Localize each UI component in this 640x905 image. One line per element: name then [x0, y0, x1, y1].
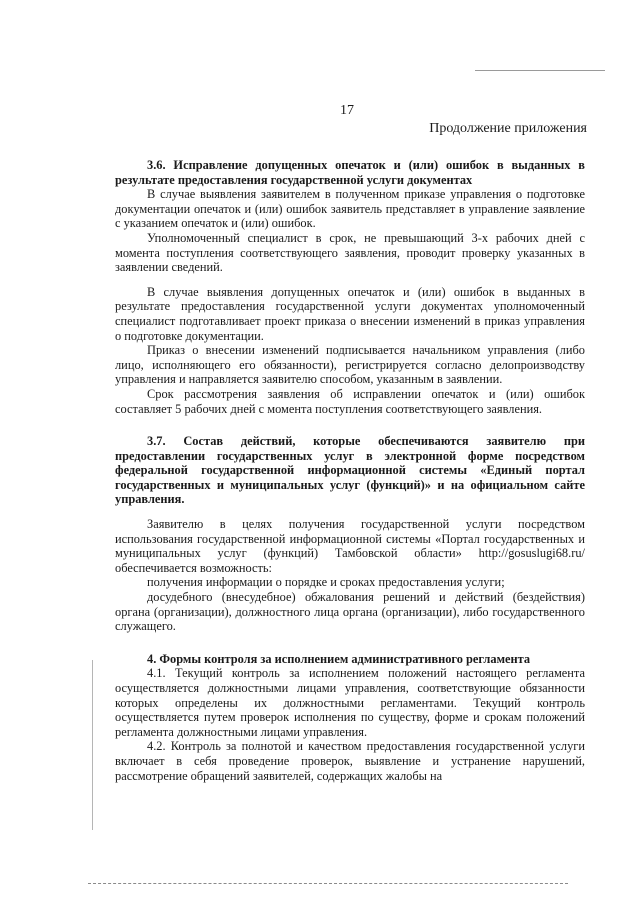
- section-3-7-heading: 3.7. Состав действий, которые обеспечиваются заявителю при предоставлении государственных услуг в электронной форме посредством федеральной государственной информационной системы «Единый портал государственных и муниципальных услуг (функций)» и на официальном сайте управления.: [115, 434, 585, 507]
- scan-edge-top: [475, 70, 605, 71]
- section-4-paragraph: 4.1. Текущий контроль за исполнением положений настоящего регламента осуществляется должностными лицами управления, соответствующие обязанности которых определены их должностными регламентами. Текущий контроль осуществляется путем проверок исполнения по существу, форме и срокам положений регламента должностными лицами управления.: [115, 666, 585, 739]
- document-body: [115, 158, 585, 783]
- section-3-6-heading: 3.6. Исправление допущенных опечаток и (или) ошибок в выданных в результате предоставления государственной услуги документах: [115, 158, 585, 187]
- section-3-7-paragraph: Заявителю в целях получения государственной услуги посредством использования государственной информационной системы «Портал государственных и муниципальных услуг (функций) Тамбовской области» http://gosuslugi68.ru/ обеспечивается возможность:: [115, 517, 585, 575]
- section-3-6-paragraph: В случае выявления допущенных опечаток и (или) ошибок в выданных в результате предоставления государственной услуги документах уполномоченный специалист подготавливает проект приказа о внесении изменений в приказ управления о подготовке документации.: [115, 284, 585, 343]
- page-number: 17: [340, 103, 354, 118]
- section-3-6-paragraph: В случае выявления заявителем в полученном приказе управления о подготовке документации опечаток и (или) ошибок заявитель представляет в управление заявление с указанием опечаток и (или) ошибок.: [115, 187, 585, 231]
- section-4-heading: 4. Формы контроля за исполнением административного регламента: [147, 651, 531, 666]
- scan-edge-left: [92, 660, 93, 830]
- section-3-6-paragraph: Срок рассмотрения заявления об исправлении опечаток и (или) ошибок составляет 5 рабочих дней с момента поступления соответствующего заявления.: [115, 386, 585, 416]
- section-3-6-paragraph: Уполномоченный специалист в срок, не превышающий 3-х рабочих дней с момента поступления соответствующего заявления, проводит проверку указанных в заявлении сведений.: [115, 230, 585, 275]
- section-4-paragraph: 4.2. Контроль за полнотой и качеством предоставления государственной услуги включает в себя проведение проверок, выявление и устранение нарушений, рассмотрение обращений заявителей, содержащих жалобы на: [115, 739, 585, 783]
- scan-bottom-artifact: [88, 883, 568, 885]
- section-3-6-paragraph: Приказ о внесении изменений подписывается начальником управления (либо лицо, исполняющего его обязанности), регистрируется согласно делопроизводству управления и направляется заявителю способом, указанным в заявлении.: [115, 343, 585, 387]
- section-3-7-list-item: получения информации о порядке и сроках предоставления услуги;: [147, 575, 505, 590]
- section-3-7-list-item: досудебного (внесудебное) обжалования решений и действий (бездействия) органа (организации), должностного лица органа (организации), либо государственного служащего.: [115, 590, 585, 634]
- appendix-continuation: Продолжение приложения: [429, 121, 587, 136]
